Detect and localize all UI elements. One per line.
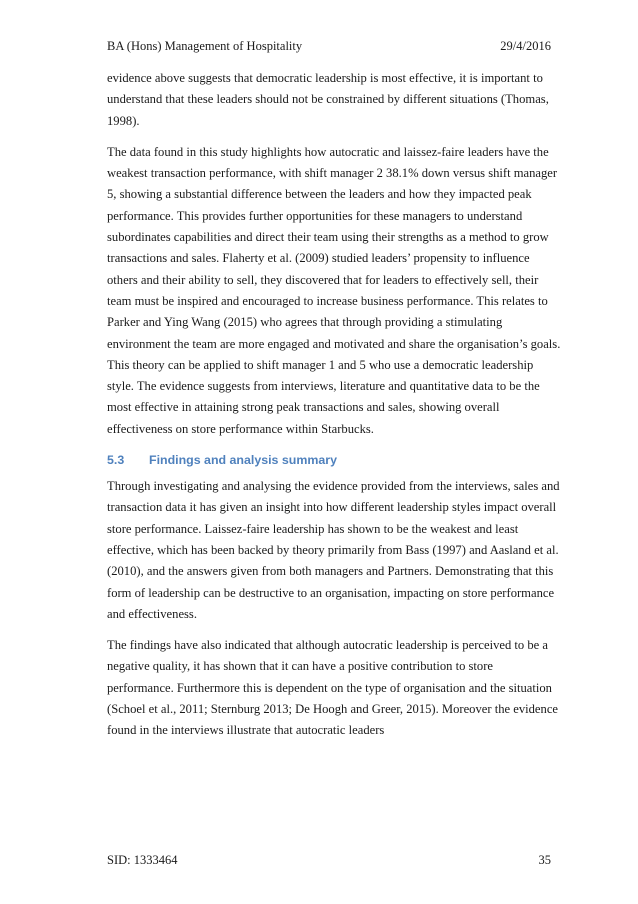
header-date: 29/4/2016 bbox=[500, 39, 551, 53]
body-paragraph-4: The findings have also indicated that although autocratic leadership is perceived to be a negative quality, it has shown that it can have a positive contribution to store performance. Furthermore this is dependent on the type of organisation and the situation (Schoel et al., 2011; Sternburg 2013; De Hoogh and Greer, 2015). Moreover the evidence found in the interviews illustrate that autocratic leaders bbox=[107, 638, 558, 738]
section-heading bbox=[107, 450, 561, 470]
body-paragraph-1: evidence above suggests that democratic leadership is most effective, it is important to understand that these leaders should not be constrained by different situations (Thomas, 1998). bbox=[107, 71, 549, 128]
body-paragraph-2: The data found in this study highlights how autocratic and laissez-faire leaders have the weakest transaction performance, with shift manager 2 38.1% down versus shift manager 5, showing a substantial difference between the leaders and how they impacted peak performance. This provides further opportunities for these managers to understand subordinates capabilities and direct their team using their strengths as a method to grow transactions and sales. Flaherty et al. (2009) studied leaders’ propensity to influence others and their ability to sell, they discovered that for leaders to effectively sell, their team must be inspired and encouraged to increase business performance. This relates to Parker and Ying Wang (2015) who agrees that through providing a stimulating environment the team are more engaged and motivated and share the organisation’s goals. This theory can be applied to shift manager 1 and 5 who use a democratic leadership style. The evidence suggests from interviews, literature and quantitative data to be the most effective in attaining strong peak transactions and sales, showing overall effectiveness on store performance within Starbucks. bbox=[107, 144, 561, 436]
section-title: Findings and analysis summary bbox=[149, 453, 337, 468]
section-number: 5.3 bbox=[107, 453, 125, 468]
page-header bbox=[107, 39, 551, 54]
body-paragraph-3: Through investigating and analysing the evidence provided from the interviews, sales and transaction data it has given an insight into how different leadership styles impact overall store performance. Laissez-faire leadership has shown to be the weakest and least effective, which has been backed by theory primarily from Bass (1997) and Aasland et al. (2010), and the answers given from both managers and Partners. Demonstrating that this form of leadership can be destructive to an organisation, impacting on store performance and effectiveness. bbox=[107, 479, 560, 621]
page-footer bbox=[107, 853, 551, 868]
page-number: 35 bbox=[538, 853, 551, 867]
header-title: BA (Hons) Management of Hospitality bbox=[107, 39, 303, 53]
page-body bbox=[107, 68, 561, 752]
footer-sid: SID: 1333464 bbox=[107, 853, 178, 867]
